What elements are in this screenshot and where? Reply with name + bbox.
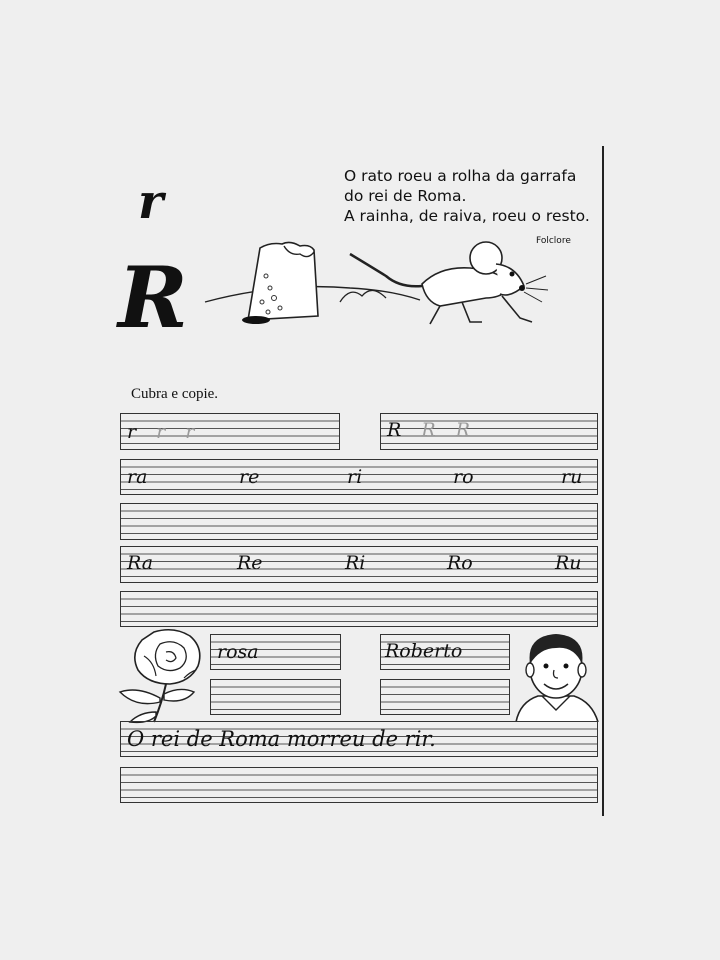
model-r: r <box>127 421 137 443</box>
writing-lines-blank-3 <box>120 767 598 803</box>
sentence-text: O rei de Roma morreu de rir. <box>127 727 436 751</box>
writing-lines-blank-1 <box>120 503 598 540</box>
uppercase-r-practice <box>387 421 484 440</box>
trace-R-1: R <box>421 419 436 441</box>
writing-lines-r-lowercase <box>120 413 340 450</box>
word-roberto: Roberto <box>385 640 463 662</box>
syllable-Ro: Ro <box>447 552 473 574</box>
writing-lines-r-uppercase <box>380 413 598 450</box>
trace-R-2: R <box>455 419 471 441</box>
lowercase-r-letter: r <box>138 174 164 230</box>
word-rosa: rosa <box>217 641 259 663</box>
writing-lines-sentence <box>120 721 598 757</box>
poem-credit: Folclore <box>536 236 571 246</box>
poem-line-3: A rainha, de raiva, roeu o resto. <box>344 207 590 225</box>
poem <box>344 166 590 226</box>
syllable-Re: Re <box>237 552 263 574</box>
syllable-Ri: Ri <box>345 552 366 574</box>
syllable-ru: ru <box>561 466 583 488</box>
syllable-re: re <box>239 466 260 488</box>
model-R: R <box>387 419 402 441</box>
writing-lines-roberto-copy <box>380 679 510 715</box>
uppercase-r-letter: R <box>118 248 188 347</box>
writing-lines-rosa-copy <box>210 679 341 715</box>
syllable-ro: ro <box>453 466 474 488</box>
trace-r-2: r <box>185 421 195 443</box>
syllable-Ra: Ra <box>127 552 154 574</box>
writing-lines-rosa <box>210 634 341 670</box>
poem-line-2: do rei de Roma. <box>344 187 467 205</box>
rose-icon <box>114 626 210 724</box>
syllable-ra: ra <box>127 466 148 488</box>
trace-r-1: r <box>156 421 166 443</box>
writing-lines-blank-2 <box>120 591 598 627</box>
writing-lines-syllables-lower <box>120 459 598 495</box>
lowercase-r-practice <box>127 423 208 442</box>
writing-lines-syllables-upper <box>120 546 598 583</box>
page-edge-line <box>602 146 604 816</box>
instruction-text: Cubra e copie. <box>131 386 219 402</box>
boy-face-icon <box>512 630 600 722</box>
poem-line-1: O rato roeu a rolha da garrafa <box>344 167 577 185</box>
writing-lines-roberto <box>380 634 510 670</box>
syllable-Ru: Ru <box>555 552 582 574</box>
syllable-ri: ri <box>347 466 363 488</box>
rat-bottle-illustration <box>200 236 560 336</box>
